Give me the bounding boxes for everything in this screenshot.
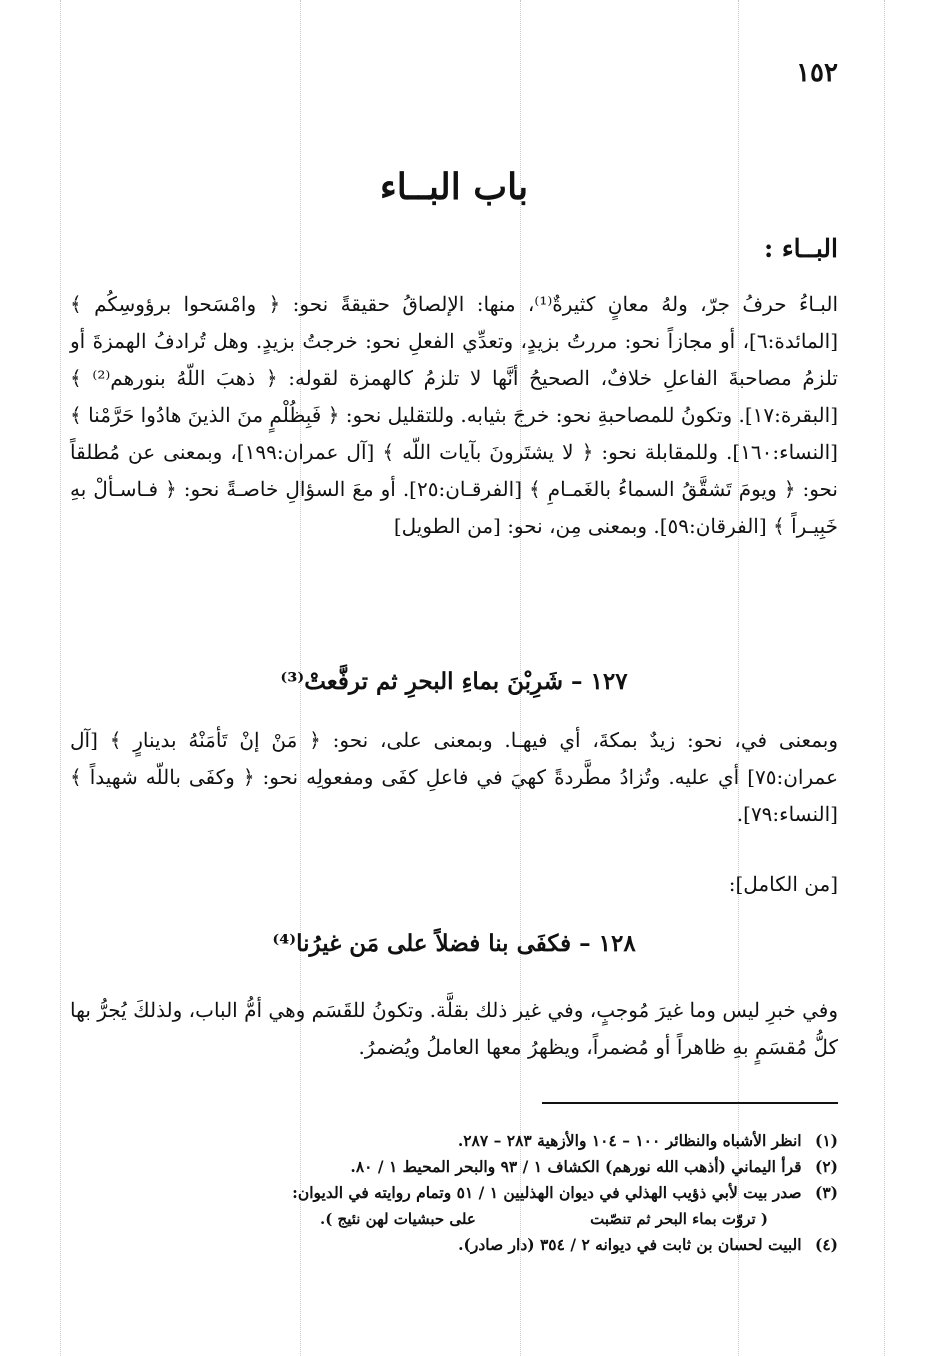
footnote-2 bbox=[70, 1154, 838, 1180]
verse-127 bbox=[70, 668, 838, 695]
verse-hemistich-first: ( تروّت بماء البحر ثم تنصّبت bbox=[590, 1210, 768, 1228]
document-page bbox=[70, 0, 838, 1356]
footnote-text: البيت لحسان بن ثابت في ديوانه ٢ / ٣٥٤ (دار صادر). bbox=[458, 1235, 802, 1254]
paragraph-1: البـاءُ حرفُ جرّ، ولهُ معانٍ كثيرةٌ⁽¹⁾، منها: الإلصاقُ حقيقةً نحو: ﴿ وامْسَحوا برؤوسِكُم ﴾ [المائدة:٦]، أو مجازاً نحو: مررتُ بزيدٍ، وتعدِّي الفعلِ نحو: خرجتُ بزيدٍ. وهل تُرادفُ الهمزةَ أو تلزمُ مصاحبةَ الفاعلِ خلافٌ، الصحيحُ أنَّها لا تلزمُ كالهمزة لقوله: ﴿ ذهبَ اللّهُ بنورهم⁽²⁾ ﴾ [البقرة:١٧]. وتكونُ للمصاحبةِ نحو: خرجَ بثيابه. وللتقليل نحو: ﴿ فَبِظُلْمٍ منَ الذينَ هادُوا حَرَّمْنا ﴾ [النساء:١٦٠]. وللمقابلة نحو: ﴿ لا يشتَرونَ بآيات اللّه ﴾ [آل عمران:١٩٩]، وبمعنى عن مُطلقاً نحو: ﴿ ويومَ تَشقَّقُ السماءُ بالغَمـامِ ﴾ [الفرقـان:٢٥]. أو معَ السؤالِ خاصـةً نحو: ﴿ فـاسـألْ بهِ خَبِيـراً ﴾ [الفرقان:٥٩]. وبمعنى مِن، نحو: [من الطويل] bbox=[70, 292, 838, 538]
footnote-number: (٣) bbox=[814, 1183, 838, 1202]
footnote-4 bbox=[70, 1232, 838, 1258]
chapter-title: باب البــاء bbox=[379, 166, 529, 208]
verse-text: فكفَى بنا فضلاً على مَن غيرُنا⁽⁴⁾ bbox=[272, 930, 572, 957]
paragraph-2: وبمعنى في، نحو: زيدٌ بمكةَ، أي فيهـا. وبمعنى على، نحو: ﴿ مَنْ إنْ تَأمَنْهُ بدينارٍ ﴾ [آل عمران:٧٥] أي عليه. وتُزادُ مطَّردةً كهيَ في فاعلِ كفَى ومفعولِه نحو: ﴿ وكفَى باللّه شهيداً ﴾ [النساء:٧٩]. bbox=[70, 728, 838, 826]
verse-number: ١٢٧ bbox=[590, 668, 628, 695]
footnote-text: صدر بيت لأبي ذؤيب الهذلي في ديوان الهذليين ١ / ٥١ وتمام روايته في الديوان: bbox=[292, 1183, 802, 1202]
footnotes bbox=[70, 1128, 838, 1258]
section-heading: البــاء : bbox=[763, 234, 838, 263]
verse-number: ١٢٨ bbox=[598, 930, 636, 957]
page-number: ١٥٢ bbox=[796, 58, 838, 88]
footnote-number: (٤) bbox=[814, 1235, 838, 1254]
verse-dash: – bbox=[562, 668, 583, 695]
meter-label: [من الكامل]: bbox=[728, 872, 838, 896]
verse-hemistich-second: على حبشيات لهن نئيج ). bbox=[320, 1210, 476, 1228]
footnote-number: (٢) bbox=[814, 1157, 838, 1176]
footnote-text: انظر الأشباه والنظائر ١٠٠ – ١٠٤ والأزهية ٢٨٣ – ٢٨٧. bbox=[457, 1131, 802, 1150]
paragraph-3: وفي خبرِ ليس وما غيرَ مُوجبٍ، وفي غير ذلك بقلَّة. وتكونُ للقَسَم وهي أمُّ الباب، ولذلكَ يُجرُّ بها كلُّ مُقسَمٍ بهِ ظاهراً أو مُضمراً، ويظهرُ معها العاملُ ويُضمرُ. bbox=[70, 998, 838, 1059]
footnote-3 bbox=[70, 1180, 838, 1206]
footnote-separator bbox=[542, 1102, 838, 1104]
verse-text: شَرِبْنَ بماءِ البحرِ ثم ترفَّعتْ⁽³⁾ bbox=[280, 668, 563, 695]
verse-128 bbox=[70, 930, 838, 957]
verse-dash: – bbox=[571, 930, 591, 957]
footnote-text: قرأ اليماني (أذهب الله نورهم) الكشاف ١ / ٩٣ والبحر المحيط ١ / ٨٠. bbox=[350, 1157, 802, 1176]
footnote-3-verse bbox=[70, 1206, 838, 1232]
footnote-1 bbox=[70, 1128, 838, 1154]
footnote-number: (١) bbox=[814, 1131, 838, 1150]
